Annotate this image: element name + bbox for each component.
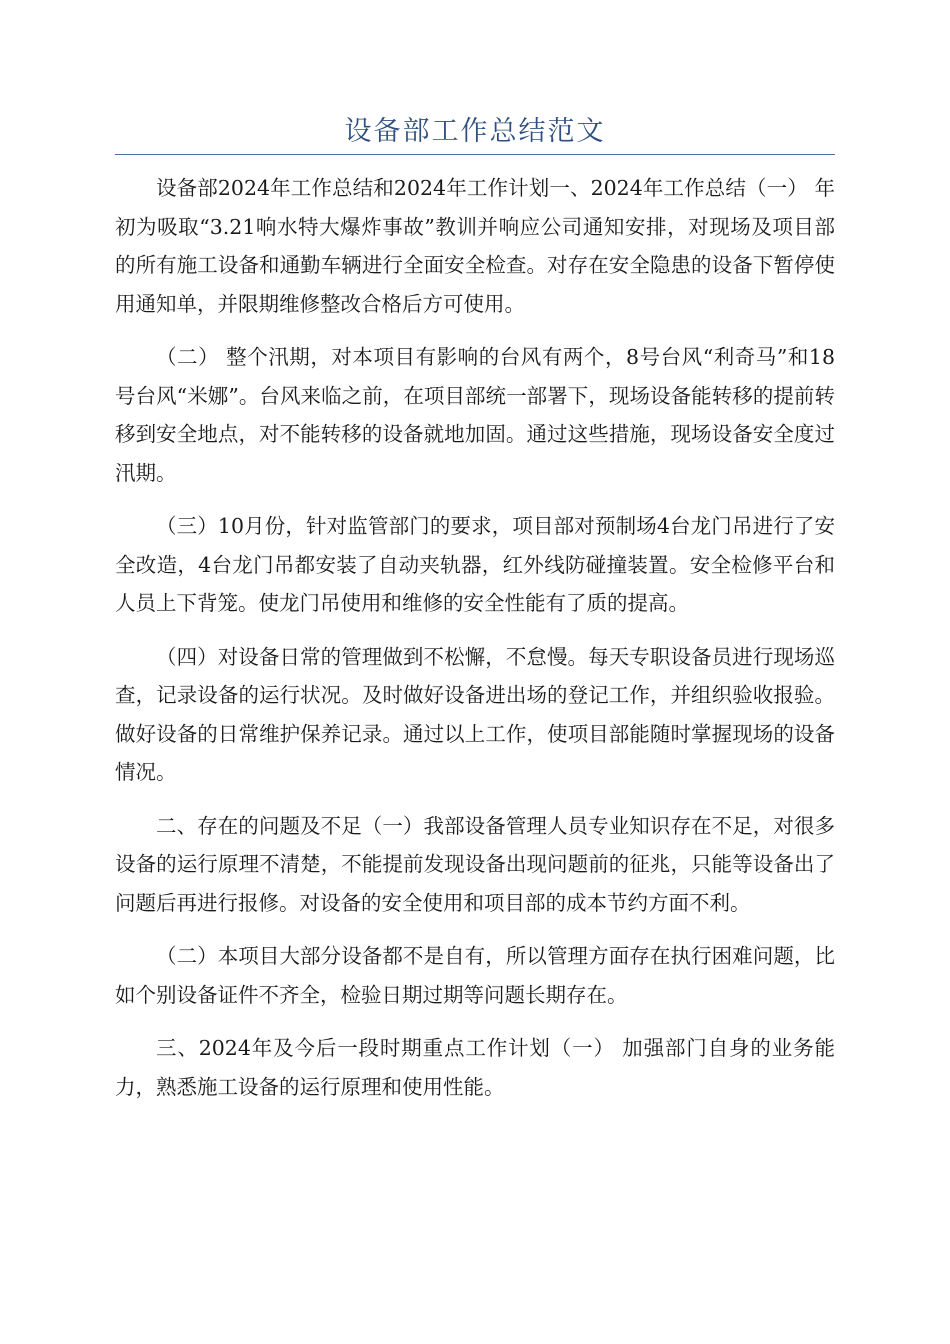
document-body [115, 169, 835, 1121]
title-underline [115, 154, 835, 155]
document-title: 设备部工作总结范文 [344, 116, 606, 147]
paragraph-7: 三、2024年及今后一段时期重点工作计划（一） 加强部门自身的业务能力，熟悉施工设备的运行原理和使用性能。 [115, 1036, 835, 1099]
paragraph-6: （二）本项目大部分设备都不是自有，所以管理方面存在执行困难问题，比如个别设备证件不齐全，检验日期过期等问题长期存在。 [115, 944, 835, 1007]
paragraph-1: 设备部2024年工作总结和2024年工作计划一、2024年工作总结（一） 年初为吸取“3.21响水特大爆炸事故”教训并响应公司通知安排，对现场及项目部的所有施工设备和通勤车辆进行全面安全检查。对存在安全隐患的设备下暂停使用通知单，并限期维修整改合格后方可使用。 [115, 176, 835, 316]
paragraph-2: （二） 整个汛期，对本项目有影响的台风有两个，8号台风“利奇马”和18号台风“米娜”。台风来临之前，在项目部统一部署下，现场设备能转移的提前转移到安全地点，对不能转移的设备就地加固。通过这些措施，现场设备安全度过汛期。 [115, 345, 835, 485]
paragraph-4: （四）对设备日常的管理做到不松懈，不怠慢。每天专职设备员进行现场巡查，记录设备的运行状况。及时做好设备进出场的登记工作，并组织验收报验。做好设备的日常维护保养记录。通过以上工作，使项目部能随时掌握现场的设备情况。 [115, 644, 835, 784]
paragraph-5: 二、存在的问题及不足（一）我部设备管理人员专业知识存在不足，对很多设备的运行原理不清楚，不能提前发现设备出现问题前的征兆，只能等设备出了问题后再进行报修。对设备的安全使用和项目部的成本节约方面不利。 [115, 813, 835, 915]
paragraph-3: （三）10月份，针对监管部门的要求，项目部对预制场4台龙门吊进行了安全改造，4台龙门吊都安装了自动夹轨器，红外线防碰撞装置。安全检修平台和人员上下背笼。使龙门吊使用和维修的安全性能有了质的提高。 [115, 514, 835, 615]
